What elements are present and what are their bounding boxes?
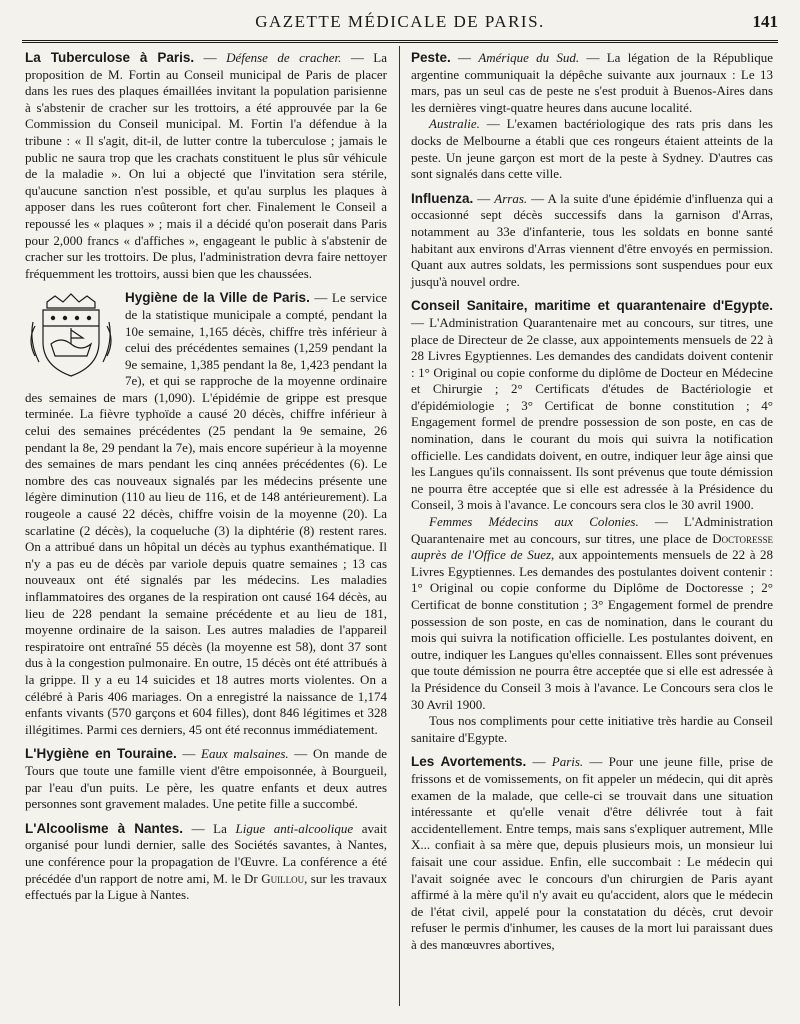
article-body: La proposition de M. Fortin au Conseil municipal de Paris de placer dans les rues des plaques émaillées invitant la population parisienne à s'abstenir de cracher sur les trottoirs, a été approuvée par la 6e Commission du Conseil municipal. M. Fortin l'a défendue à la tribune : « Il s'agit, dit-il, de lutter contre la tuberculose ; jamais le public ne saura trop que les crachats constituent le plus sûr véhicule de la maladie ». On lui a objecté que l'invitation sera stérile, qu'aucune sanction n'est possible, et qu'au surplus les plaques à apposer dans les rues coûteront fort cher. Finalement le Conseil a repoussé les « plaques » ; mais il a décidé qu'on poserait dans Paris pour 2,000 francs « d'affiches », engageant le public à s'abstenir de cracher sur les trottoirs. De plus, l'administration devra faire nettoyer fréquemment les trottoirs, aussi bien que les chaussées. [25, 50, 387, 281]
separator: — [288, 746, 313, 762]
article-body: , sur les travaux effectués par la Ligue à Nantes. [25, 870, 387, 903]
article-rubric: Arras. [494, 190, 528, 206]
article-peste [411, 50, 773, 183]
article-body: A la suite d'une épidémie d'influenza qui a occasionné sept décès successifs dans la garnison d'Arras, notamment au 33e d'infanterie, tous les soldats en bonne santé habitant aux environs d'Arras viennent d'être envoyés en permission. Quant aux autres soldats, les permissions sont suspendues pour eux jusqu'à nouvel ordre. [411, 190, 774, 289]
page-number: 141 [752, 12, 778, 31]
article-rubric: Australie. [429, 116, 480, 132]
article-headline: Hygiène de la Ville de Paris. [125, 290, 310, 306]
article-rubric: Ligue anti-alcoolique [235, 820, 354, 836]
header-rule [22, 40, 778, 44]
separator: — [527, 190, 548, 206]
article-headline: La Tuberculose à Paris. [25, 50, 195, 65]
column-divider [399, 46, 400, 1006]
article-avortements [411, 754, 773, 953]
article-touraine [25, 746, 387, 812]
article-headline: Les Avortements. [411, 754, 527, 770]
article-headline: L'Hygiène en Touraine. [25, 746, 177, 762]
article-headline: Influenza. [411, 190, 474, 206]
article-influenza [411, 191, 773, 291]
paris-coat-of-arms-icon [25, 292, 117, 380]
separator: — [473, 190, 495, 206]
article-headline: Conseil Sanitaire, maritime et quarantenaire d'Egypte. [411, 298, 773, 314]
article-body: Pour une jeune fille, prise de frissons et de vomissements, on fit appeler un médecin, qui dit après examen de la malade, que celle-ci se trouvait dans une situation intéressante et qu'elle venait d'être délivrée tout à fait accidentellement. Entre temps, mais sans s'expliquer autrement, Mlle X... confiait à sa mère que, depuis plusieurs mois, un monsieur lui faisait une cour assidue. Enfin, elle succombait : Le médecin qui l'avait soignée avec le concours d'un chirurgien de Paris ayant affirmé à la mère qu'il n'y avait eu qu'accident, alors que le médecin de l'état civil, appelé pour la constatation du décès, crut devoir refuser le permis d'inhumer, les causes de la mort lui paraissant dues à des manœuvres abortives, [411, 754, 774, 952]
article-rubric: Eaux malsaines. [201, 746, 289, 762]
separator: — [182, 820, 214, 836]
article-hygiene-paris [25, 290, 387, 738]
article-body: Le service de la statistique municipale a compté, pendant la 10e semaine, 1,165 décès, chiffre très inférieur à celui des précédentes semaines (1,259 pendant la 9e semaine, 1,385 pendant la 8e, 1,423 pendant la 7e), et qui se rapproche de la moyenne ordinaire des semaines de mars (1,090). L'épidémie de grippe est presque terminée. La fièvre typhoïde a causé 20 décès, chiffre inférieur à celui des semaines précédentes (25 pendant la 9e semaine, 26 pendant la 8e, 29 pendant la 7e), mais encore supérieur à la moyenne des semaines de mars pendant les cinq années précédentes (6). Le nombre des cas nouveaux signalés par les médecins présente une légère diminution (110 au lieu de 116, et de 148 antérieurement). La rougeole a causé 22 décès, chiffre voisin de la moyenne (20). La scarlatine (2 décès), la coqueluche (3) la diphtérie (8) restent rares. On a attribué dans un hôpital un décès au typhus exanthématique. Il n'y a pas eu de décès par variole depuis quatre semaines ; 13 cas nouveaux ont été signalés par les médecins. Les maladies inflammatoires des organes de la respiration ont causé 164 décès, au lieu de 228 pendant la semaine précédente et au lieu de 181, moyenne ordinaire de la saison. Les autres maladies de l'appareil respiratoire ont entraîné 55 décès (la moyenne est 58), dont 37 sont dus à la congestion pulmonaire. En outre, 15 décès ont été attribués à la grippe. Il y a eu 14 suicides et 18 autres morts violentes. On a célébré à Paris 406 mariages. On a enregistré la naissance de 1,174 enfants vivants (570 garçons et 604 filles), dont 846 légitimes et 328 illégitimes. Parmi ces derniers, 45 ont été reconnus immédiatement. [25, 290, 387, 737]
separator: — [579, 50, 607, 65]
article-lead: La [213, 820, 236, 836]
separator: — [309, 290, 332, 306]
separator: — [526, 754, 552, 770]
article-headline: Peste. [411, 50, 451, 65]
article-rubric: Amérique du Sud. [478, 50, 580, 65]
separator: — [450, 50, 479, 65]
article-body: — L'examen bactériologique des rats pris dans les docks de Melbourne a établi que ces rongeurs étaient atteints de la peste. Un jeune garçon est mort de la peste à Sydney. D'autres cas sont signalés dans cette ville. [411, 116, 773, 182]
doctoresse-term: Doctoresse [712, 530, 773, 546]
article-rubric: Femmes Médecins aux Colonies. [429, 514, 639, 530]
running-title: GAZETTE MÉDICALE DE PARIS. [255, 12, 545, 31]
separator: — [341, 50, 374, 65]
article-rubric: Défense de cracher. [226, 50, 342, 65]
left-column [25, 50, 387, 912]
article-body: , aux appointements mensuels de 22 à 28 Livres Egyptiennes. Les demandes des postulantes doivent contenir : 1° Original ou copie conforme du Diplôme de Doctoresse ; 2° Certificat de bonne constitution ; 3° Engagement formel de prendre possession de son poste, en cas de nomination, dans le courant du mois qui suivra la notification officielle. Les postulantes doivent, en outre, indiquer les Langues qu'elles connaissent. Elles sont prévenues que toute démission ne pourra être acceptée que si elle est adressée à la Présidence du Conseil 3 mois à l'avance. Le Concours sera clos le 30 Avril 1900. [411, 547, 773, 712]
right-column [411, 50, 773, 961]
article-rubric: auprès de l'Office de Suez [411, 547, 552, 563]
separator: — [194, 50, 227, 65]
article-conseil-sanitaire [411, 298, 773, 746]
separator: — [583, 754, 609, 770]
separator: — [176, 746, 202, 762]
article-body: avait organisé pour lundi dernier, salle des Sociétés savantes, à Nantes, une conférence pour la propagation de l'Œuvre. La conférence a été précédée d'un rapport de notre ami, M. le Dr [25, 820, 387, 886]
article-body: Tous nos compliments pour cette initiative très hardie au Conseil sanitaire d'Egypte. [411, 713, 773, 745]
separator: — [411, 314, 430, 330]
article-body: On mande de Tours que toute une famille vient d'être empoisonnée, à Bourgueil, par l'eau d'un puits. Le père, les quatre enfants et deux autres personnes sont gravement malades. Une petite fille a succombé. [25, 746, 388, 812]
page-header [22, 8, 778, 40]
article-nantes [25, 821, 387, 904]
article-rubric: Paris. [551, 754, 584, 770]
person-name: Guillou [261, 870, 305, 886]
article-body: — L'Administration Quarantenaire met au concours, sur titres, une place de [411, 514, 773, 546]
article-body: L'Administration Quarantenaire met au concours, sur titres, une place de Directeur de 2e classe, aux appointements mensuels de 22 à 28 Livres Egyptiennes. Les demandes des candidats doivent contenir : 1° Original ou copie conforme du diplôme de Docteur en Médecine et Chirurgie ; 2° Certificats d'études de Bactériologie et d'épidémiologie ; 3° Certificat de bonne constitution ; 4° Engagement formel de prendre possession de son poste, en cas de nomination, dans le courant du mois qui suivra la notification officielle. Les candidats doivent, en outre, indiquer leur âge ainsi que les Langues qu'ils connaissent. Ils sont prévenus que toute démission ne pourra être acceptée que si elle est adressée à la Présidence du Conseil, 3 mois à l'avance. Le concours sera clos le 30 avril 1900. [411, 314, 774, 513]
article-tuberculose [25, 50, 387, 282]
article-headline: L'Alcoolisme à Nantes. [25, 820, 183, 836]
article-body: La légation de la République argentine communiquait la dépêche suivante aux journaux : Le 13 mars, pas un seul cas de peste ne s'est produit à Buenos-Aires dans les dernières vingt-quatre heures dans aucune localité. [411, 50, 773, 115]
